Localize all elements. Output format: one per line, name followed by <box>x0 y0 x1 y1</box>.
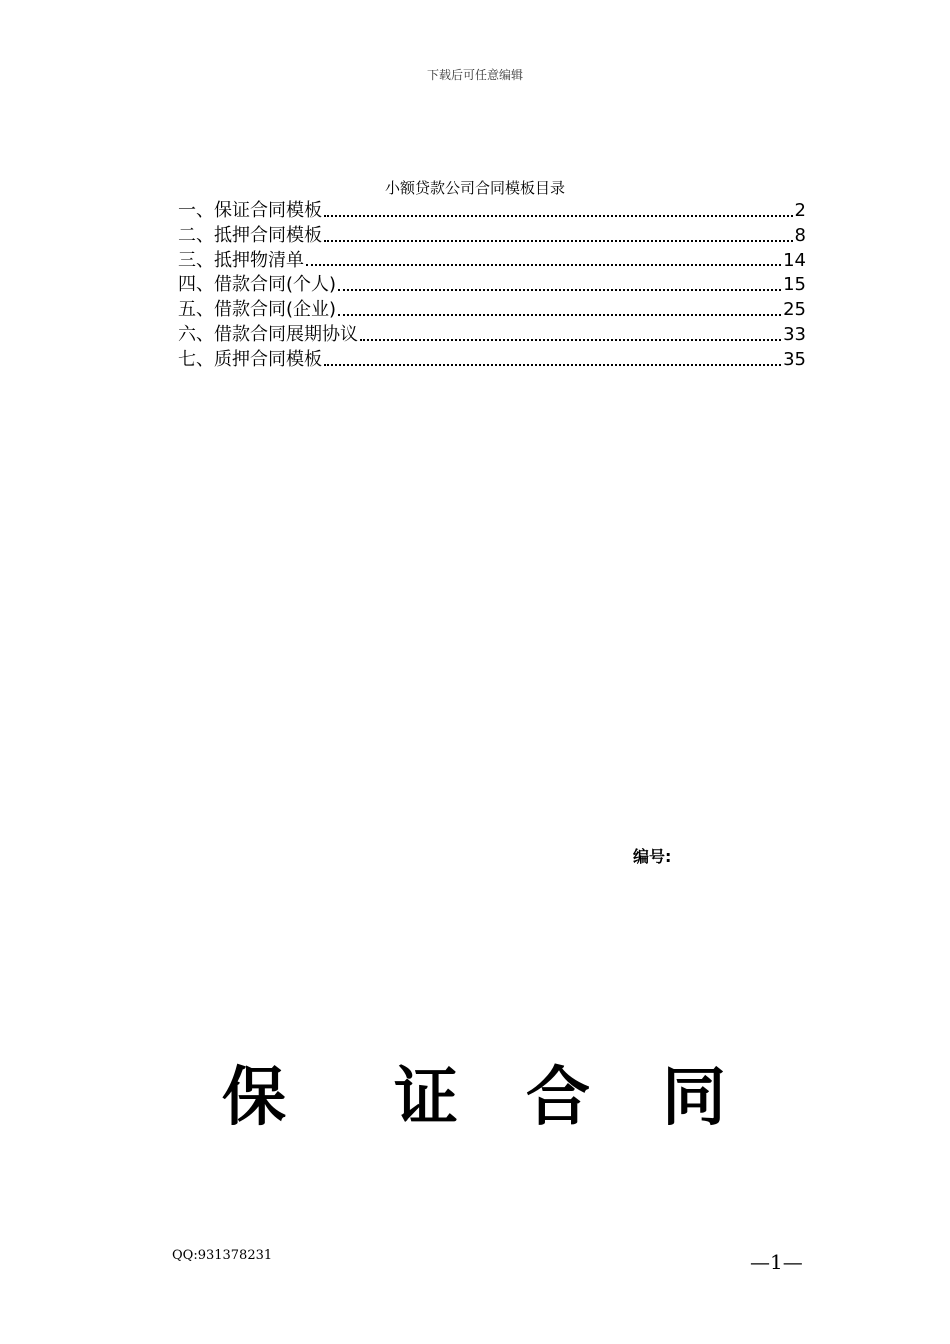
footer-page-number: —1— <box>750 1250 803 1274</box>
toc-entry-label: 四、借款合同(个人) <box>178 274 337 296</box>
toc-entry-page: 33 <box>783 323 806 345</box>
title-char: 同 <box>662 1060 726 1135</box>
toc-entry[interactable] <box>178 199 806 224</box>
toc-entry-label: 六、借款合同展期协议 <box>178 323 358 345</box>
toc-entry[interactable] <box>178 323 806 348</box>
toc-leader-dots <box>324 364 781 366</box>
table-of-contents <box>178 199 806 373</box>
toc-entry[interactable] <box>178 249 806 274</box>
contract-title <box>222 1058 742 1138</box>
title-char: 保 <box>222 1060 286 1135</box>
toc-title: 小额贷款公司合同模板目录 <box>384 179 565 197</box>
toc-entry-page: 2 <box>794 200 806 221</box>
toc-leader-dots <box>338 314 781 316</box>
toc-entry-page: 14 <box>783 249 806 271</box>
footer-qq: QQ:931378231 <box>172 1248 273 1263</box>
toc-entry[interactable] <box>178 273 806 298</box>
toc-leader-dots <box>338 289 781 291</box>
title-char: 合 <box>526 1060 590 1135</box>
contract-number-label: 编号: <box>633 847 672 866</box>
title-char: 证 <box>394 1060 458 1135</box>
toc-entry-label: 一、保证合同模板 <box>178 200 322 221</box>
toc-leader-dots <box>360 339 781 341</box>
page-header: 下载后可任意编辑 <box>426 68 523 82</box>
toc-entry-label: 三、抵押物清单 <box>178 249 304 271</box>
toc-entry[interactable] <box>178 224 806 249</box>
toc-entry-page: 25 <box>783 299 806 321</box>
toc-entry-label: 七、质押合同模板 <box>178 348 322 370</box>
toc-leader-dots <box>306 264 781 266</box>
toc-entry-label: 二、抵押合同模板 <box>178 224 322 246</box>
toc-entry[interactable] <box>178 298 806 323</box>
toc-entry-page: 15 <box>783 274 806 296</box>
toc-entry-page: 35 <box>783 348 806 370</box>
toc-leader-dots <box>324 215 793 217</box>
toc-entry-label: 五、借款合同(企业) <box>178 299 337 321</box>
toc-entry-page: 8 <box>794 224 806 246</box>
toc-entry[interactable] <box>178 348 806 373</box>
toc-leader-dots <box>324 240 793 242</box>
